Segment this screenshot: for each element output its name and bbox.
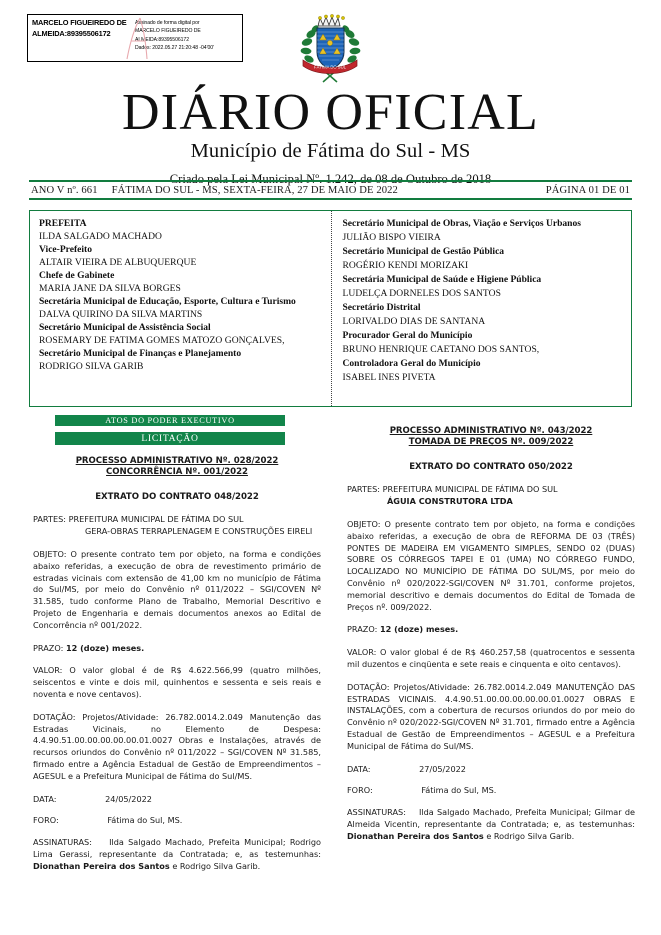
official-role: Secretária Municipal de Educação, Esporte, Cultura e Turismo [39, 296, 296, 308]
left-prazo-label: PRAZO: [33, 642, 64, 653]
right-foro-value: Fátima do Sul, MS. [421, 784, 497, 795]
official-role: Procurador Geral do Município [342, 330, 473, 342]
left-assinaturas [33, 837, 321, 872]
signature-detail-line-2: MARCELO FIGUEIREDO DE [135, 28, 201, 35]
masthead-law-line: Criado pela Lei Municipal Nº. 1.242, de 08 de Outubro de 2018 [169, 172, 492, 187]
issue-year-number: ANO V nº. 661 [31, 184, 98, 196]
official-role: Secretário Municipal de Finanças e Planejamento [39, 348, 242, 360]
right-prazo [347, 624, 635, 636]
official-role: Vice-Prefeito [39, 244, 93, 256]
official-role: Secretária Municipal de Saúde e Higiene Pública [342, 274, 542, 286]
right-processo-line-1: PROCESSO ADMINISTRATIVO Nº. 043/2022 [389, 426, 593, 436]
left-processo-line-1: PROCESSO ADMINISTRATIVO Nº. 028/2022 [75, 456, 279, 466]
masthead [0, 86, 661, 187]
right-objeto: OBJETO: O presente contrato tem por objeto, na forma e condições abaixo referidas, a execução de obra de REFORMA DE 03 (TRÊS) PONTES DE MADEIRA EM VIGAMENTO SIMPLES, SENDO 02 (DUAS) SOBRE OS CÓRREGOS TAPEI E 01 (UMA) NO CÓRREGO FUNDO, LOCALIZADO NO MUNICÍPIO DE FÁTIMA DO SUL/MS, por meio do Convênio nº 020/2022-SGI/COVEN Nº 31.701, conforme projetos, memorial descritivo e demais documentos do Edital de Tomada de Preços nº. 009/2022. [347, 518, 635, 612]
right-data [347, 764, 635, 776]
left-prazo-value: 12 (doze) meses. [65, 642, 145, 653]
official-name: ROGÉRIO KENDI MORIZAKI [342, 260, 469, 272]
section-banner-licitacao: LICITAÇÃO [55, 432, 285, 445]
right-foro-label: FORO: [347, 784, 373, 795]
signature-detail-line-3: ALMEIDA:89395506172 [135, 36, 189, 43]
issue-info-bar [29, 180, 632, 200]
official-role: Secretário Municipal de Assistência Social [39, 322, 211, 334]
digital-signature-stamp [27, 14, 243, 62]
official-name: ILDA SALGADO MACHADO [39, 231, 162, 243]
left-data-value: 24/05/2022 [105, 793, 152, 804]
left-objeto: OBJETO: O presente contrato tem por objeto, na forma e condições abaixo referidas, a execução de obra de revestimento primário de estradas vicinais com extensão de 41,00 km no município de Fátima do Sul/MS, por meio do Convênio nº 011/2022 – SGI/COVEN Nº 31.585, tudo conforme Plano de Trabalho, Memorial Descritivo e Projeto de Engenharia e demais documentos anexos ao Edital de Concorrência nº 001/2022. [33, 548, 321, 630]
left-dotacao: DOTAÇÃO: Projetos/Atividade: 26.782.0014.2.049 Manutenção das Estradas Vicinais, no Elemento de Despesa: 4.4.90.51.00.00.00.00.00.01.0027 Obras e Instalações, através de recursos oriundos do Convênio nº 011/2022 – SGI/COVEN Nº 31.585, firmado entre a Agência Estadual de Gestão de Empreendimentos – AGESUL e a Prefeitura Municipal de Fátima do Sul/MS. [33, 711, 321, 781]
right-foro [347, 785, 635, 797]
right-extrato-heading: EXTRATO DO CONTRATO 050/2022 [409, 461, 573, 472]
official-role: Secretário Distrital [342, 302, 421, 314]
left-foro-label: FORO: [33, 814, 59, 825]
left-assinaturas-witness: Dionathan Pereira dos Santos [33, 860, 170, 871]
right-valor: VALOR: O valor global é de R$ 460.257,58 (quatrocentos e sessenta mil duzentos e cinqüenta e sete reais e cinquenta e oito centavos). [347, 647, 635, 670]
signature-subject-name: MARCELO FIGUEIREDO DE ALMEIDA:89395506172 [32, 18, 127, 38]
official-role: Secretário Municipal de Obras, Viação e Serviços Urbanos [342, 218, 581, 229]
right-prazo-value: 12 (doze) meses. [379, 624, 459, 635]
signature-detail-line-1: Assinado de forma digital por [135, 20, 200, 26]
left-assinaturas-label: ASSINATURAS: [33, 837, 92, 848]
page-title: DIÁRIO OFICIAL [122, 84, 539, 141]
official-name: LORIVALDO DIAS DE SANTANA [342, 316, 486, 328]
issue-page-number: PÁGINA 01 DE 01 [545, 184, 630, 196]
signature-detail-line-4: Dados: 2022.05.27 21:20:48 -04'00' [135, 44, 214, 51]
official-role: Chefe de Gabinete [39, 270, 115, 282]
official-role: Controladora Geral do Município [342, 358, 481, 370]
left-foro [33, 815, 321, 827]
contract-right-column [347, 426, 635, 843]
signature-details [131, 15, 242, 61]
contract-left-column [33, 456, 321, 873]
right-processo-line-2: TOMADA DE PREÇOS Nº. 009/2022 [408, 437, 574, 448]
left-prazo [33, 643, 321, 655]
crest-banner-text: FÁTIMA DO SUL [314, 64, 346, 70]
section-banner-atos-poder-executivo: ATOS DO PODER EXECUTIVO [55, 415, 285, 426]
left-partes-party-b: GERA-OBRAS TERRAPLENAGEM E CONSTRUÇÕES EIRELI [85, 526, 313, 537]
right-data-value: 27/05/2022 [419, 763, 466, 774]
left-processo-line-2: CONCORRÊNCIA Nº. 001/2022 [106, 467, 248, 478]
left-extrato-heading: EXTRATO DO CONTRATO 048/2022 [95, 491, 259, 502]
official-role: Secretário Municipal de Gestão Pública [342, 246, 505, 258]
official-name: RODRIGO SILVA GARIB [39, 361, 144, 373]
left-processo-heading [33, 456, 321, 479]
right-prazo-label: PRAZO: [347, 624, 378, 635]
right-assinaturas-label: ASSINATURAS: [347, 807, 406, 818]
right-partes-party-b: ÁGUIA CONSTRUTORA LTDA [387, 496, 513, 507]
right-partes-block [347, 484, 635, 508]
right-data-label: DATA: [347, 763, 371, 774]
right-assinaturas-text-1: Ilda Salgado Machado, Prefeita Municipal; Gilmar de Almeida Vicentin, representante da Contratada; e, as testemunhas: [347, 807, 635, 830]
official-name: ALTAIR VIEIRA DE ALBUQUERQUE [39, 257, 197, 269]
official-name: DALVA QUIRINO DA SILVA MARTINS [39, 309, 203, 321]
right-assinaturas-text-2: e Rodrigo Silva Garib. [486, 830, 575, 841]
officials-column-right [331, 211, 632, 406]
left-partes-party-a: PREFEITURA MUNICIPAL DE FÁTIMA DO SUL [68, 514, 244, 525]
issue-place-date: FÁTIMA DO SUL - MS, SEXTA-FEIRA, 27 DE MAIO DE 2022 [111, 184, 398, 196]
official-name: JULIÃO BISPO VIEIRA [342, 232, 441, 244]
right-partes-party-a: PREFEITURA MUNICIPAL DE FÁTIMA DO SUL [382, 484, 558, 495]
left-data-label: DATA: [33, 793, 57, 804]
left-assinaturas-text-2: e Rodrigo Silva Garib. [172, 860, 261, 871]
left-foro-value: Fátima do Sul, MS. [107, 814, 183, 825]
right-processo-heading [347, 426, 635, 449]
officials-column-left [30, 211, 331, 406]
officials-box [29, 210, 632, 407]
left-data [33, 794, 321, 806]
right-partes-label: PARTES: [347, 484, 380, 495]
right-dotacao: DOTAÇÃO: Projetos/Atividade: 26.782.0014.2.049 MANUTENÇÃO DAS ESTRADAS VICINAIS. 4.4.90.51.00.00.00.00.00.01.0027 OBRAS E INSTALAÇÕES, com a cobertura de recursos oriundos do por meio do Convênio nº 020/2022-SGI/COVEN Nº 31.701, firmado entre a Agência Estadual de Gestão de Empreendimentos – AGESUL e a Prefeitura Municipal de Fátima do Sul/MS. [347, 681, 635, 751]
official-name: MARIA JANE DA SILVA BORGES [39, 283, 181, 295]
official-name: ROSEMARY DE FATIMA GOMES MATOZO GONÇALVES, [39, 335, 285, 347]
official-name: BRUNO HENRIQUE CAETANO DOS SANTOS, [342, 344, 540, 356]
left-assinaturas-text-1: Ilda Salgado Machado, Prefeita Municipal; Rodrigo Lima Gerassi, representante da Contratada; e, as testemunhas: [33, 837, 321, 860]
masthead-subtitle: Município de Fátima do Sul - MS [190, 140, 471, 163]
left-partes-label: PARTES: [33, 514, 66, 525]
right-assinaturas [347, 807, 635, 842]
official-name: ISABEL INES PIVETA [342, 372, 436, 384]
right-assinaturas-witness: Dionathan Pereira dos Santos [347, 830, 484, 841]
left-partes-block [33, 514, 321, 538]
official-name: LUDELÇA DORNELES DOS SANTOS [342, 288, 501, 300]
left-valor: VALOR: O valor global é de R$ 4.622.566,99 (quatro milhões, seiscentos e vinte e dois mil, quinhentos e sessenta e seis reais e noventa e nove centavos). [33, 665, 321, 700]
official-role: PREFEITA [39, 218, 87, 229]
coat-of-arms-icon [297, 12, 363, 84]
